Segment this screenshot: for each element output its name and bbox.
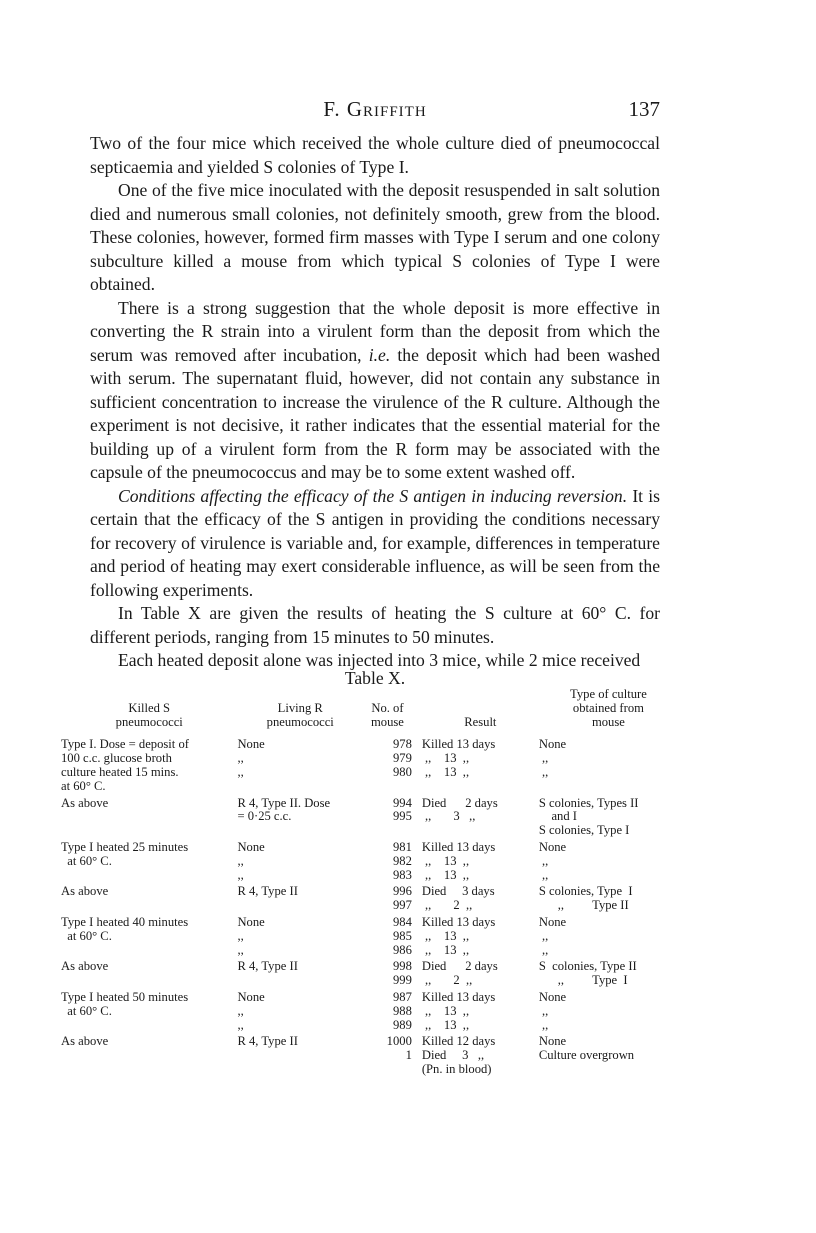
- cell-line: Died 2 days: [421, 795, 498, 810]
- cell-line: Type I heated 40 minutes: [61, 914, 189, 929]
- cell-line: and I: [538, 809, 577, 824]
- cell-line: S colonies, Type I: [538, 884, 633, 899]
- cell-line: ,, 13 ,,: [421, 942, 470, 957]
- cell-line: None: [237, 914, 265, 929]
- cell-line: 994: [392, 795, 412, 810]
- paragraph-text: There is a strong suggestion that the whole deposit is more effective in converting the R strain into a virulent form than the deposit from which the serum was removed after incubation,: [90, 297, 660, 365]
- living-cell: [237, 913, 363, 957]
- paragraph: Two of the four mice which received the whole culture died of pneumococcal septicaemia and yielded S colonies of Type I.: [90, 133, 660, 177]
- body-text: [90, 132, 660, 673]
- cell-line: ,,: [237, 764, 244, 779]
- result-cell: [422, 882, 539, 913]
- cell-line: Died 3 ,,: [421, 1048, 485, 1063]
- cell-line: S colonies, Type II: [538, 959, 637, 974]
- culture-type-cell: [539, 882, 678, 913]
- table-row: [58, 794, 678, 838]
- living-cell: [237, 882, 363, 913]
- mouse-number-cell: [363, 838, 422, 882]
- cell-line: ,, 2 ,,: [421, 898, 473, 913]
- culture-type-cell: [539, 913, 678, 957]
- table-group: [58, 794, 678, 838]
- cell-line: Died 3 days: [421, 884, 495, 899]
- living-cell: [237, 735, 363, 793]
- cell-line: ,, 13 ,,: [421, 1003, 470, 1018]
- cell-line: Killed 13 days: [421, 914, 496, 929]
- cell-line: R 4, Type II: [237, 884, 298, 899]
- cell-line: Died 2 days: [421, 959, 498, 974]
- mouse-number-cell: [363, 988, 422, 1032]
- header-line: pneumococci: [266, 714, 334, 729]
- cell-line: R 4, Type II. Dose: [237, 795, 331, 810]
- cell-line: Culture overgrown: [538, 1048, 635, 1063]
- paragraph: [90, 485, 660, 603]
- cell-line: ,,: [538, 853, 549, 868]
- cell-line: ,,: [538, 1003, 549, 1018]
- cell-line: at 60° C.: [61, 928, 112, 943]
- table-group: [58, 957, 678, 988]
- killed-cell: [58, 957, 237, 988]
- cell-line: As above: [61, 959, 109, 974]
- cell-line: culture heated 15 mins.: [61, 764, 179, 779]
- header-line: pneumococci: [115, 714, 183, 729]
- cell-line: ,, Type I: [538, 973, 628, 988]
- header-line: Result: [464, 714, 497, 729]
- cell-line: Killed 12 days: [421, 1034, 496, 1049]
- cell-line: Killed 13 days: [421, 737, 496, 752]
- italic-text: i.e.: [368, 344, 391, 365]
- culture-type-cell: [539, 1032, 678, 1076]
- cell-line: ,,: [237, 942, 244, 957]
- table-group: [58, 913, 678, 957]
- cell-line: None: [538, 989, 567, 1004]
- header-line: No. of: [371, 700, 404, 715]
- paragraph: [90, 297, 660, 485]
- table-row: [58, 957, 678, 988]
- living-cell: [237, 838, 363, 882]
- cell-line: = 0·25 c.c.: [237, 809, 292, 824]
- header-line: mouse: [371, 714, 404, 729]
- paragraph: In Table X are given the results of heating the S culture at 60° C. for different periods, ranging from 15 minutes to 50 minutes.: [90, 603, 660, 647]
- living-cell: [237, 988, 363, 1032]
- killed-cell: [58, 988, 237, 1032]
- cell-line: 979: [392, 751, 412, 766]
- result-cell: [422, 957, 539, 988]
- cell-line: Killed 13 days: [421, 839, 496, 854]
- cell-line: As above: [61, 795, 109, 810]
- killed-cell: [58, 735, 237, 793]
- killed-cell: [58, 882, 237, 913]
- cell-line: None: [538, 839, 567, 854]
- cell-line: at 60° C.: [61, 1003, 112, 1018]
- cell-line: ,,: [237, 867, 244, 882]
- table-group: [58, 988, 678, 1032]
- paragraph: One of the five mice inoculated with the deposit resuspended in salt solution died and numerous small colonies, not definitely smooth, grew from the blood. These colonies, however, formed firm masses with Type I serum and one colony subculture killed a mouse from which typical S colonies of Type I were obtained.: [90, 180, 660, 294]
- section-heading: Conditions affecting the efficacy of the S antigen in inducing reversion.: [118, 485, 628, 506]
- running-head: F. Griffith: [323, 97, 427, 121]
- cell-line: None: [237, 839, 265, 854]
- mouse-number-cell: [363, 1032, 422, 1076]
- header-line: Living R: [277, 700, 323, 715]
- cell-line: ,, Type II: [538, 898, 629, 913]
- cell-line: As above: [61, 1034, 109, 1049]
- cell-line: 985: [392, 928, 412, 943]
- cell-line: 998: [392, 959, 412, 974]
- cell-line: 999: [392, 973, 412, 988]
- cell-line: 978: [392, 737, 412, 752]
- killed-cell: [58, 794, 237, 838]
- table-group: [58, 882, 678, 913]
- cell-line: ,, 2 ,,: [421, 973, 473, 988]
- result-cell: [422, 735, 539, 793]
- cell-line: R 4, Type II: [237, 959, 298, 974]
- result-cell: [422, 794, 539, 838]
- cell-line: ,, 13 ,,: [421, 867, 470, 882]
- header-living: [237, 688, 363, 735]
- table-group: [58, 735, 678, 793]
- cell-line: 982: [392, 853, 412, 868]
- paragraph-text: It is certain that the efficacy of the S antigen in providing the conditions necessary for recovery of virulence is variable and, for example, differences in temperature and period of heating may exert considerable influence, as will be seen from the following experiments.: [90, 485, 660, 600]
- cell-line: 989: [392, 1017, 412, 1032]
- header-line: Type of culture: [570, 687, 647, 701]
- cell-line: ,,: [538, 928, 549, 943]
- killed-cell: [58, 1032, 237, 1076]
- cell-line: ,,: [538, 764, 549, 779]
- cell-line: ,,: [237, 853, 244, 868]
- culture-type-cell: [539, 838, 678, 882]
- result-cell: [422, 1032, 539, 1076]
- paragraph: Each heated deposit alone was injected into 3 mice, while 2 mice received: [118, 650, 641, 670]
- table-row: [58, 882, 678, 913]
- table-row: [58, 838, 678, 882]
- cell-line: ,,: [237, 1003, 244, 1018]
- header-mouse: [363, 688, 422, 735]
- cell-line: S colonies, Type I: [538, 823, 630, 838]
- table-group: [58, 1032, 678, 1076]
- page-header: [90, 95, 660, 125]
- cell-line: ,, 13 ,,: [421, 928, 470, 943]
- cell-line: None: [237, 989, 265, 1004]
- mouse-number-cell: [363, 735, 422, 793]
- cell-line: None: [538, 737, 567, 752]
- culture-type-cell: [539, 735, 678, 793]
- cell-line: Type I heated 25 minutes: [61, 839, 189, 854]
- cell-line: ,, 13 ,,: [421, 764, 470, 779]
- cell-line: at 60° C.: [61, 853, 112, 868]
- cell-line: 981: [392, 839, 412, 854]
- table-row: [58, 913, 678, 957]
- cell-line: 987: [392, 989, 412, 1004]
- paragraph-text: the deposit which had been washed with serum. The supernatant fluid, however, did not contain any substance in sufficient concentration to increase the virulence of the R culture. Although the experiment is not decisive, it rather indicates that the essential material for the building up of a virulent form from the R form may be associated with the capsule of the pneumococcus and may be to some extent washed off.: [90, 344, 660, 482]
- cell-line: Type I heated 50 minutes: [61, 989, 189, 1004]
- table-group: [58, 838, 678, 882]
- header-result: [422, 688, 539, 735]
- cell-line: (Pn. in blood): [421, 1061, 492, 1076]
- cell-line: ,,: [237, 928, 244, 943]
- header-line: mouse: [591, 714, 625, 729]
- cell-line: Killed 13 days: [421, 989, 496, 1004]
- cell-line: 980: [392, 764, 412, 779]
- cell-line: ,,: [237, 751, 244, 766]
- cell-line: 100 c.c. glucose broth: [61, 751, 172, 766]
- cell-line: ,,: [538, 942, 549, 957]
- culture-type-cell: [539, 988, 678, 1032]
- killed-cell: [58, 913, 237, 957]
- culture-type-cell: [539, 957, 678, 988]
- cell-line: ,,: [237, 1017, 244, 1032]
- cell-line: 983: [392, 867, 412, 882]
- table-row: [58, 1032, 678, 1076]
- cell-line: ,,: [538, 751, 549, 766]
- culture-type-cell: [539, 794, 678, 838]
- cell-line: As above: [61, 884, 109, 899]
- cell-line: ,, 3 ,,: [421, 809, 476, 824]
- cell-line: 1: [405, 1048, 412, 1063]
- cell-line: Type I. Dose = deposit of: [61, 737, 189, 752]
- cell-line: 996: [392, 884, 412, 899]
- cell-line: 995: [392, 809, 412, 824]
- cell-line: 984: [392, 914, 412, 929]
- table-row: [58, 735, 678, 793]
- mouse-number-cell: [363, 882, 422, 913]
- header-killed: [58, 688, 237, 735]
- cell-line: ,, 13 ,,: [421, 853, 470, 868]
- cell-line: ,,: [538, 1017, 549, 1032]
- cell-line: ,,: [538, 867, 549, 882]
- killed-cell: [58, 838, 237, 882]
- cell-line: S colonies, Types II: [538, 795, 639, 810]
- cell-line: None: [538, 914, 567, 929]
- cell-line: R 4, Type II: [237, 1034, 298, 1049]
- results-table: [58, 688, 678, 1077]
- cell-line: None: [237, 737, 265, 752]
- cell-line: 1000: [386, 1034, 412, 1049]
- cell-line: 988: [392, 1003, 412, 1018]
- cell-line: 997: [392, 898, 412, 913]
- mouse-number-cell: [363, 913, 422, 957]
- table-caption: Table X.: [344, 668, 406, 688]
- header-line: Killed S: [128, 700, 171, 715]
- header-line: obtained from: [572, 700, 644, 715]
- cell-line: ,, 13 ,,: [421, 1017, 470, 1032]
- mouse-number-cell: [363, 957, 422, 988]
- page-number: 137: [628, 97, 660, 121]
- table-row: [58, 988, 678, 1032]
- cell-line: 986: [392, 942, 412, 957]
- result-cell: [422, 988, 539, 1032]
- living-cell: [237, 1032, 363, 1076]
- living-cell: [237, 794, 363, 838]
- table-header-row: [58, 688, 678, 735]
- header-type: [539, 688, 678, 735]
- cell-line: ,, 13 ,,: [421, 751, 470, 766]
- cell-line: None: [538, 1034, 567, 1049]
- result-cell: [422, 838, 539, 882]
- mouse-number-cell: [363, 794, 422, 838]
- living-cell: [237, 957, 363, 988]
- cell-line: at 60° C.: [61, 778, 106, 793]
- result-cell: [422, 913, 539, 957]
